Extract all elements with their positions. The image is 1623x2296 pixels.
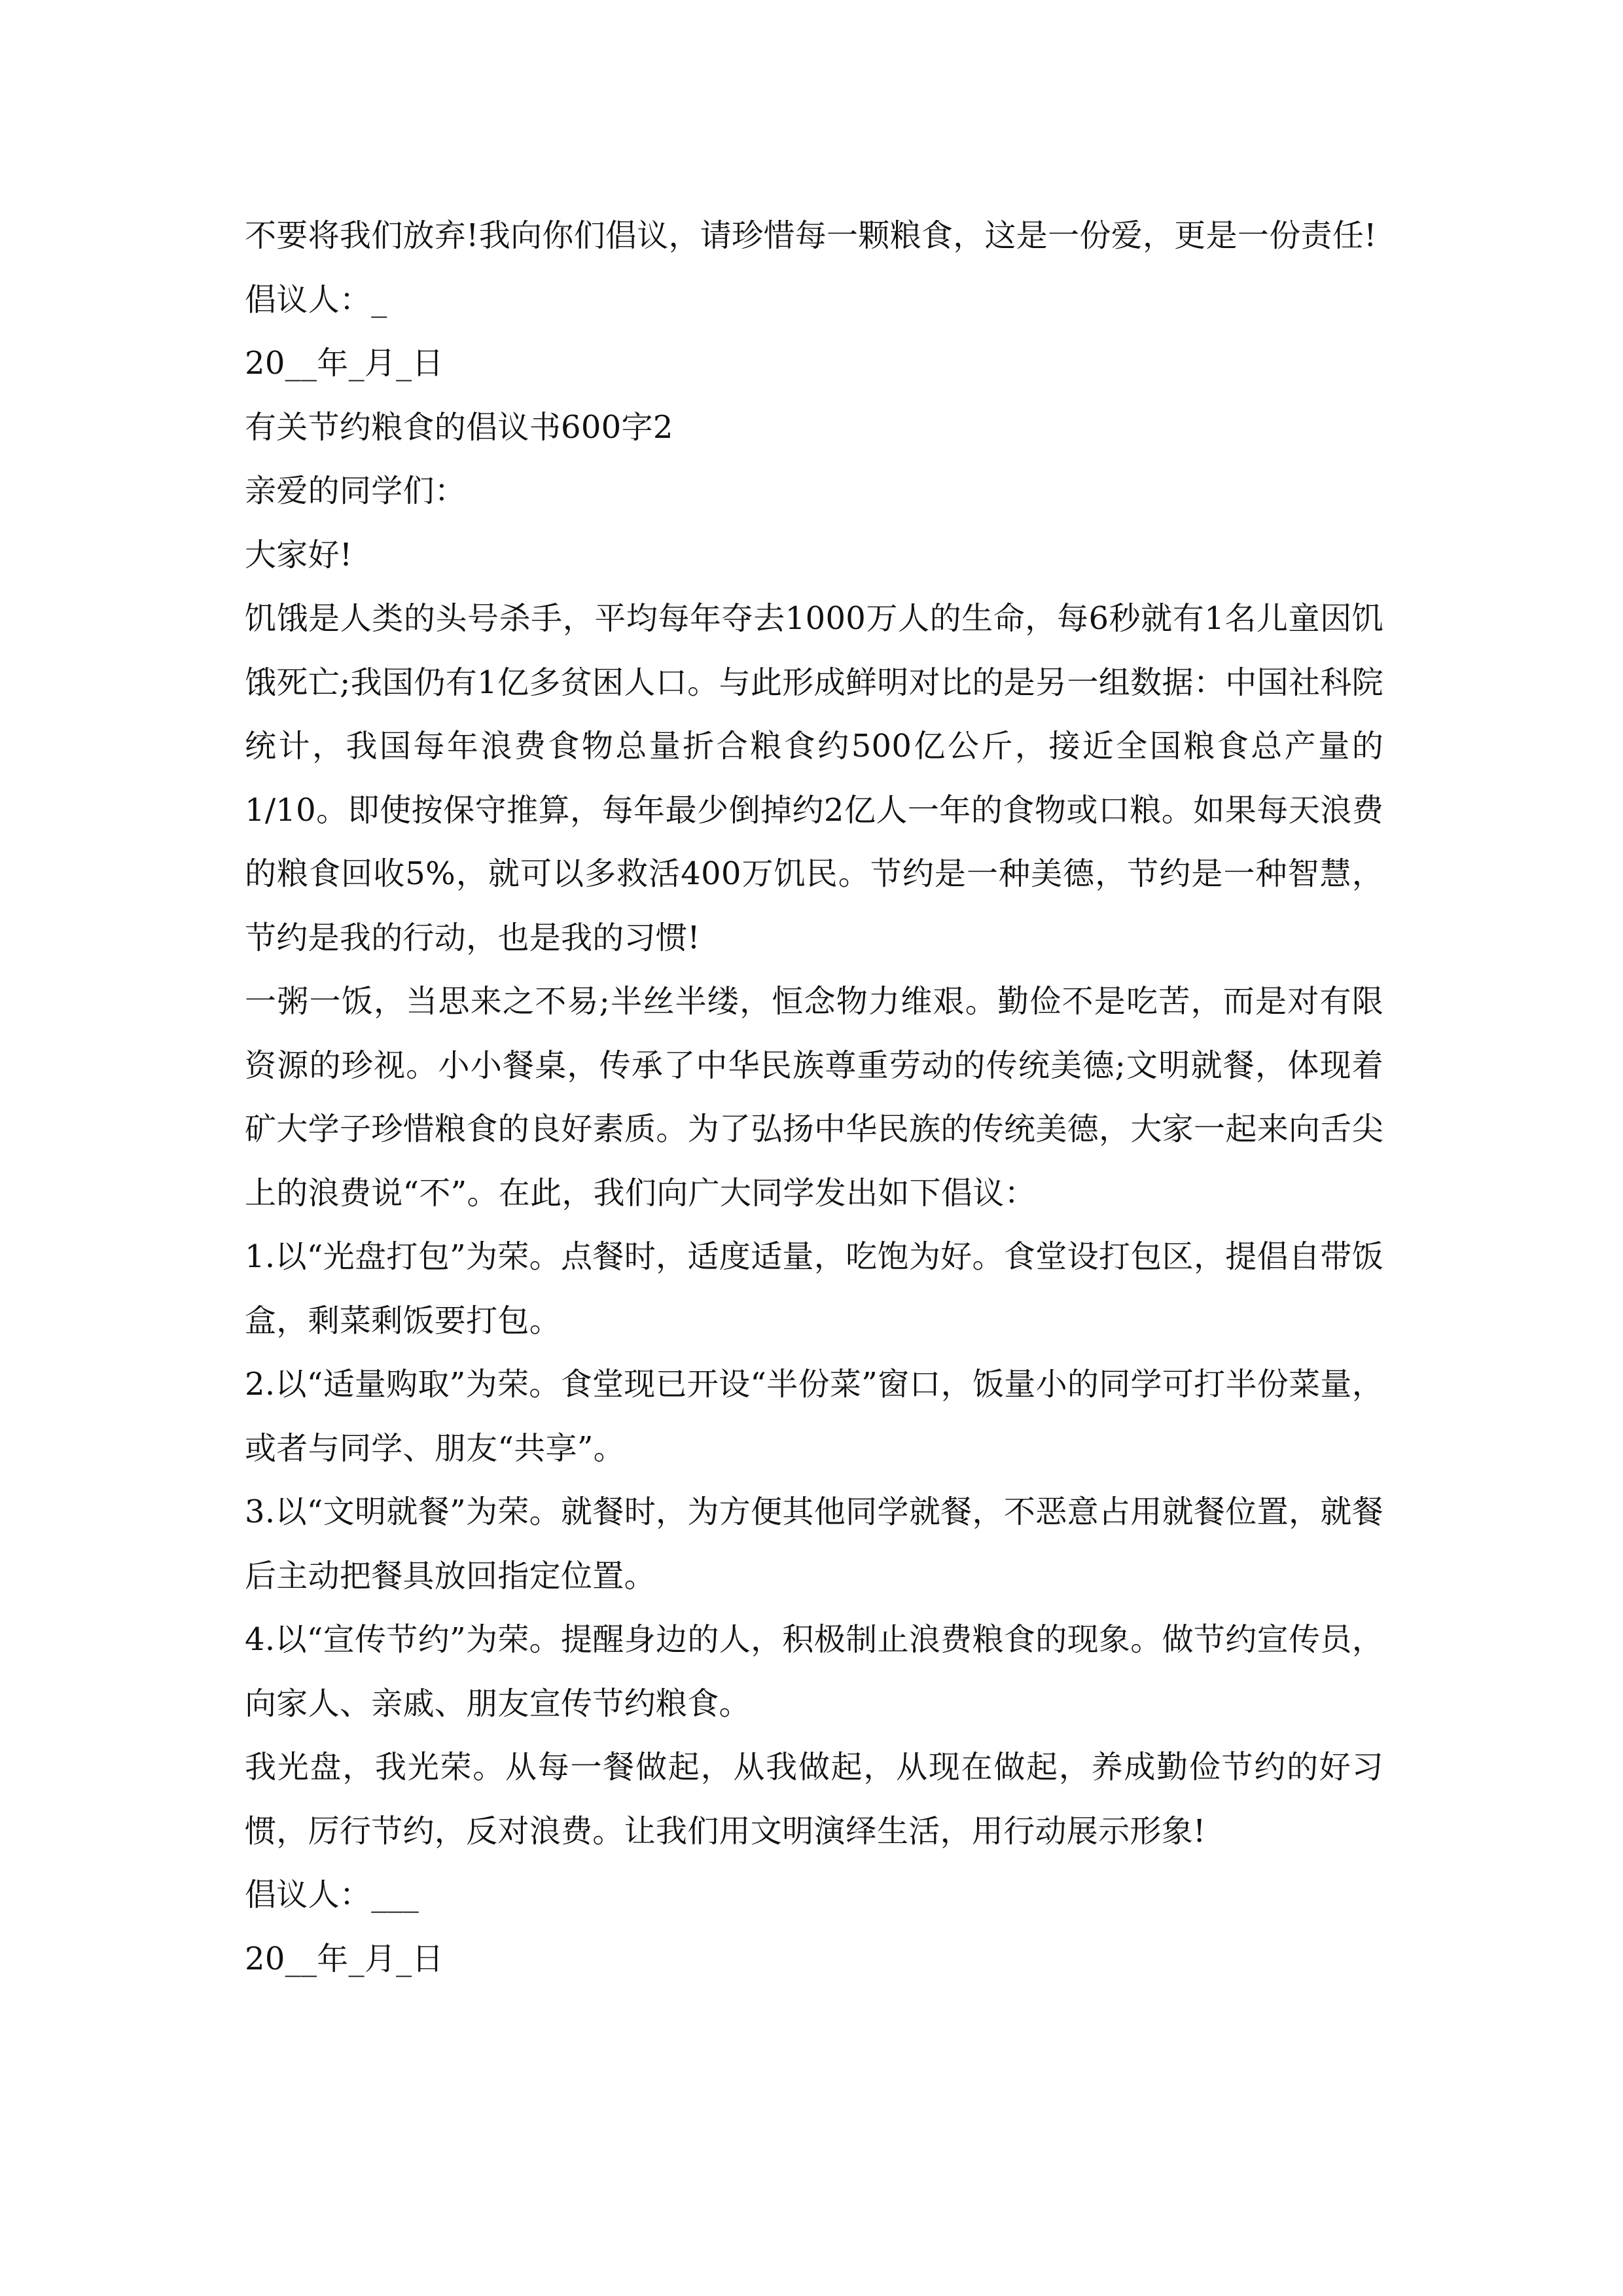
salutation: 亲爱的同学们： (245, 473, 467, 509)
paragraph-hunger-facts: 饥饿是人类的头号杀手，平均每年夺去1000万人的生命，每6秒就有1名儿童因饥饿死亡;我国仍有1亿多贫困人口。与此形成鲜明对比的是另一组数据：中国社科院统计，我国每年浪费食物总量折合粮食约500亿公斤，接近全国粮食总产量的1/10。即使按保守推算，每年最少倒掉约2亿人一年的食物或口粮。如果每天浪费的粮食回收5%，就可以多救活400万饥民。节约是一种美德，节约是一种智慧，节约是我的行动，也是我的习惯! (245, 600, 1383, 956)
proposal-item-2: 2.以“适量购取”为荣。食堂现已开设“半份菜”窗口，饭量小的同学可打半份菜量，或者与同学、朋友“共享”。 (245, 1366, 1383, 1467)
date-line: 20__年_月_日 (245, 1940, 444, 1977)
section-title: 有关节约粮食的倡议书600字2 (245, 408, 673, 446)
document-body (245, 204, 1383, 1991)
signature-line: 倡议人：___ (245, 1876, 419, 1913)
date-line: 20__年_月_日 (245, 345, 444, 382)
greeting: 大家好! (245, 536, 353, 573)
proposal-item-1: 1.以“光盘打包”为荣。点餐时，适度适量，吃饱为好。食堂设打包区，提倡自带饭盒，剩菜剩饭要打包。 (245, 1238, 1383, 1339)
paragraph-closing-appeal: 不要将我们放弃!我向你们倡议，请珍惜每一颗粮食，这是一份爱，更是一份责任! (245, 217, 1377, 254)
proposal-item-4: 4.以“宣传节约”为荣。提醒身边的人，积极制止浪费粮食的现象。做节约宣传员，向家人、亲戚、朋友宣传节约粮食。 (245, 1621, 1383, 1722)
paragraph-conclusion: 我光盘，我光荣。从每一餐做起，从我做起，从现在做起，养成勤俭节约的好习惯，厉行节约，反对浪费。让我们用文明演绎生活，用行动展示形象! (245, 1749, 1383, 1850)
paragraph-frugality: 一粥一饭，当思来之不易;半丝半缕，恒念物力维艰。勤俭不是吃苦，而是对有限资源的珍视。小小餐桌，传承了中华民族尊重劳动的传统美德;文明就餐，体现着矿大学子珍惜粮食的良好素质。为了弘扬中华民族的传统美德，大家一起来向舌尖上的浪费说“不”。在此，我们向广大同学发出如下倡议： (245, 983, 1383, 1211)
proposal-item-3: 3.以“文明就餐”为荣。就餐时，为方便其他同学就餐，不恶意占用就餐位置，就餐后主动把餐具放回指定位置。 (245, 1494, 1383, 1594)
signature-line: 倡议人：_ (245, 281, 387, 318)
